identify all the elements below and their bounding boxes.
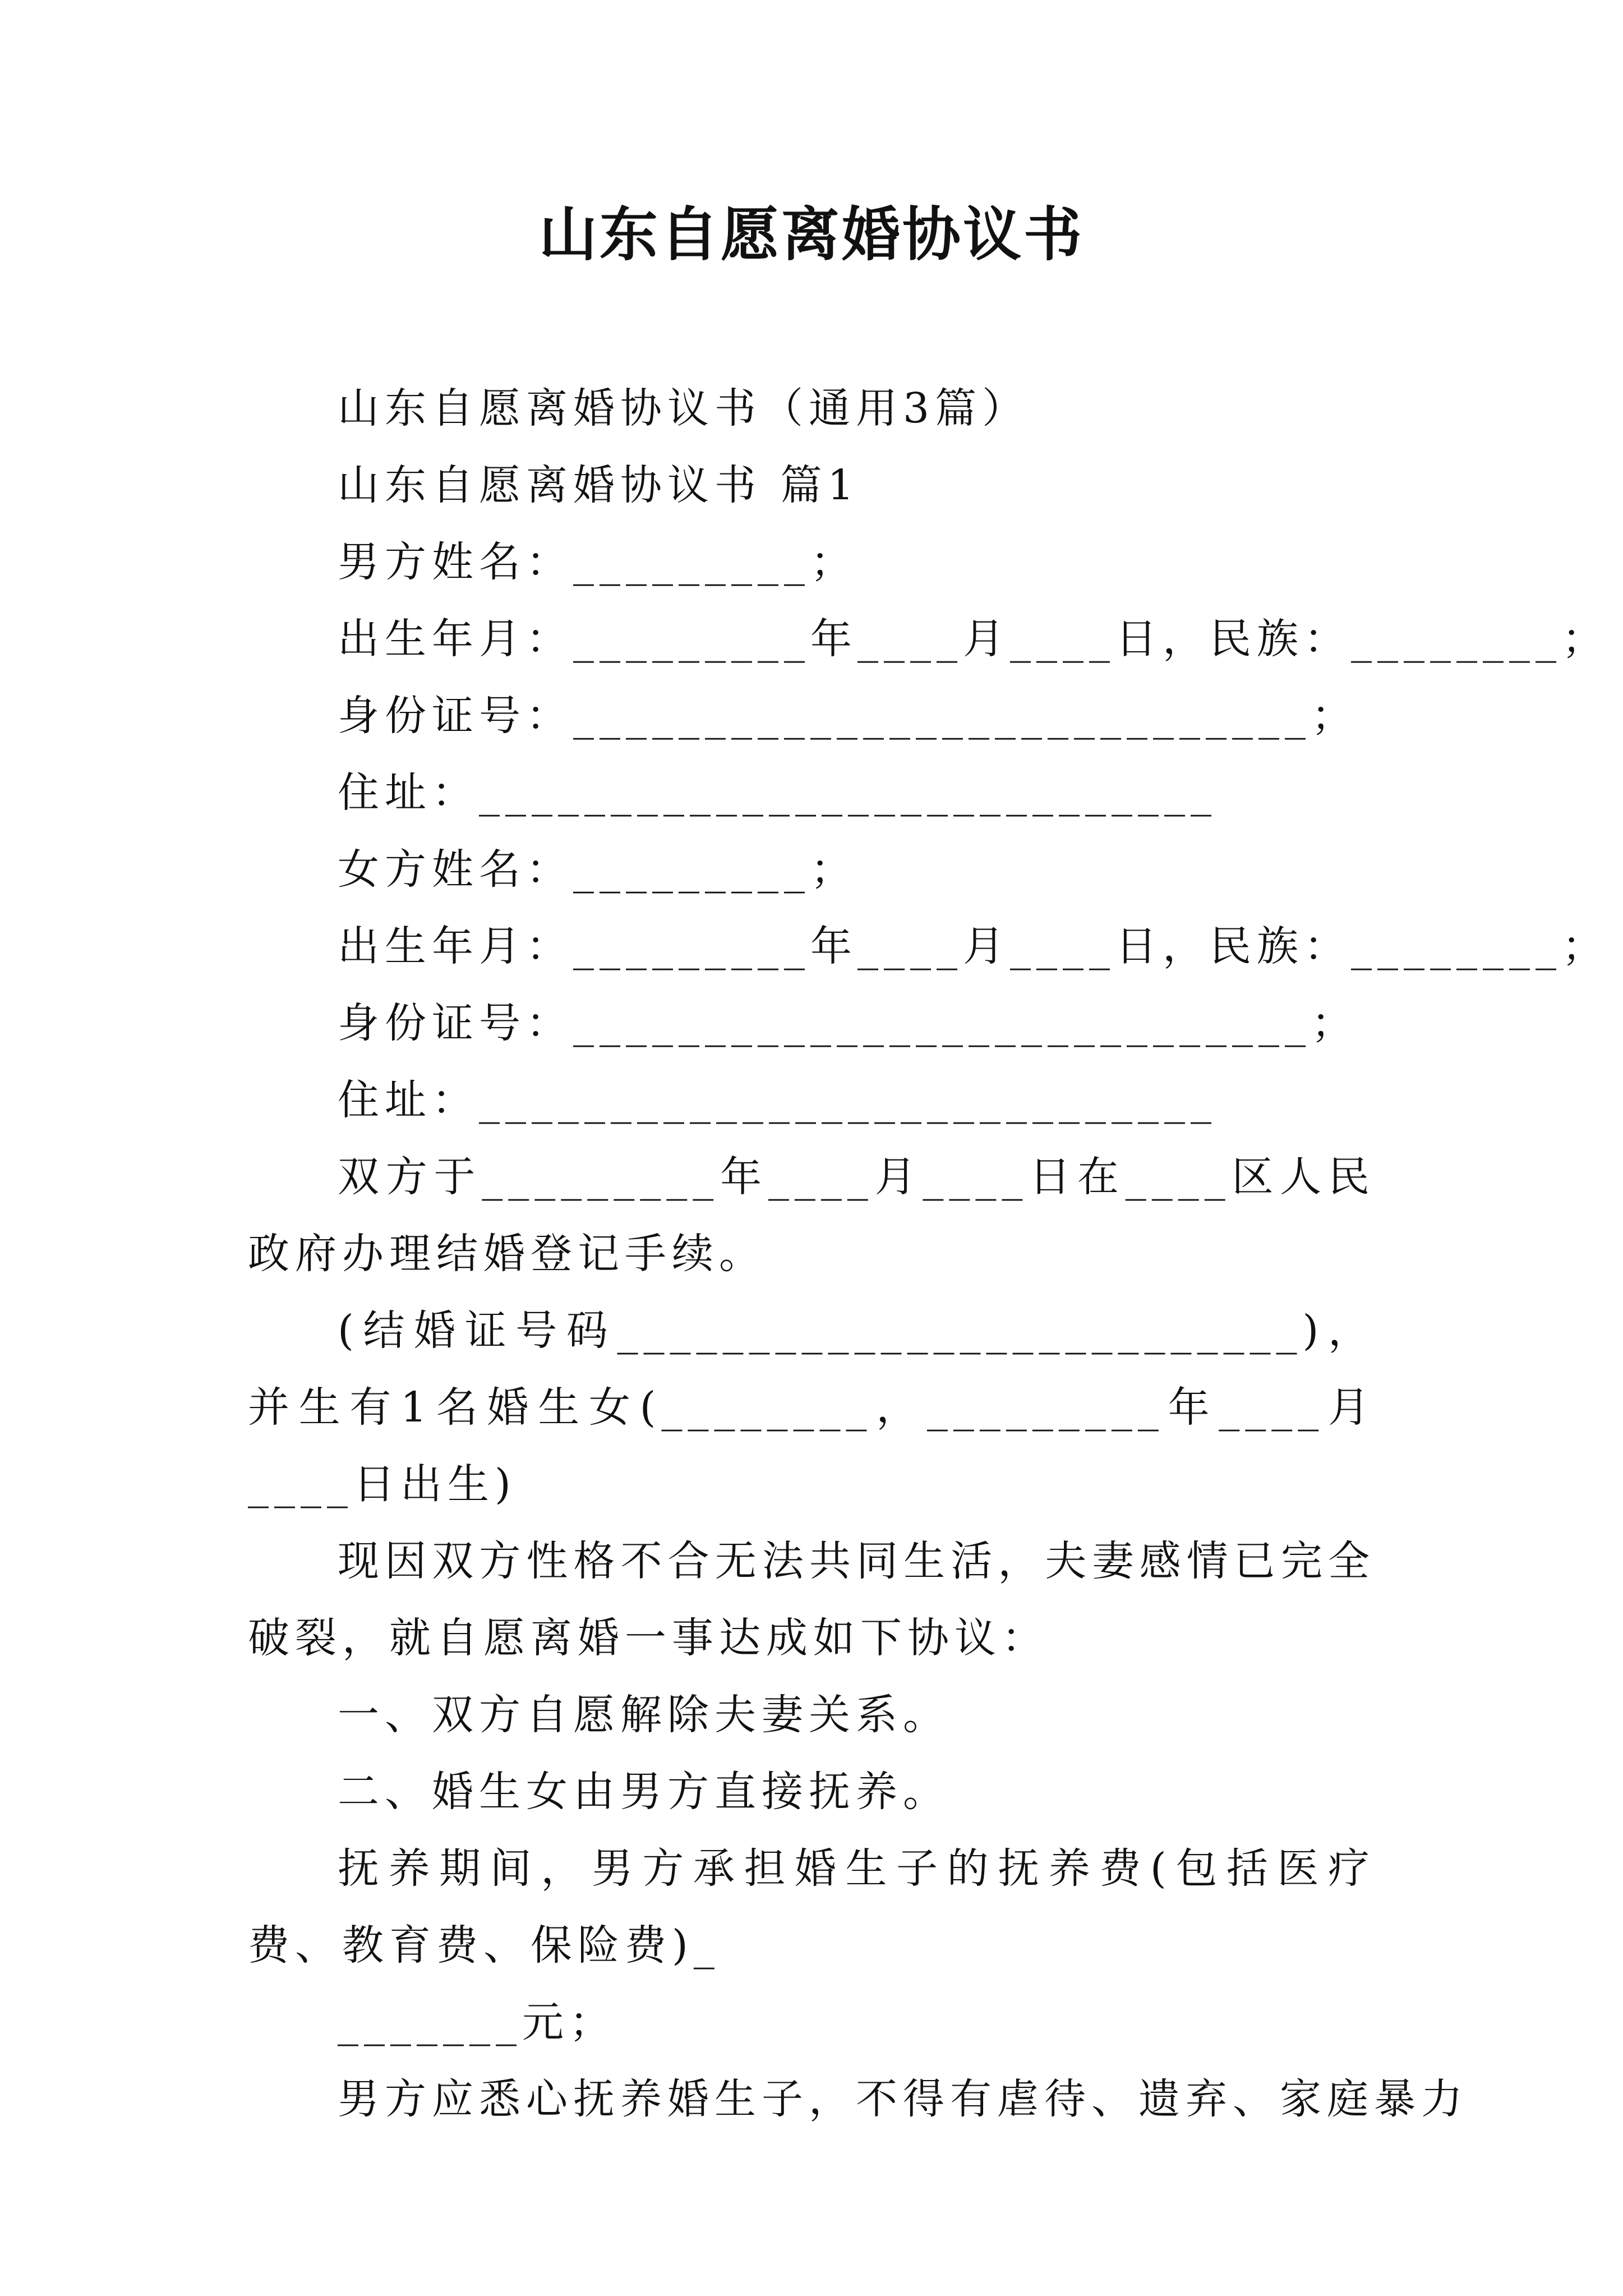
paragraph-marriage-registration: 双方于_________年____月____日在____区人民政府办理结婚登记手续。	[248, 1153, 1375, 1278]
paragraph-support-fee: 抚养期间，男方承担婚生子的抚养费(包括医疗费、教育费、保险费)_	[248, 1844, 1375, 1970]
document-body	[248, 370, 1609, 2138]
paragraph-section-heading: 山东自愿离婚协议书 篇1	[338, 461, 860, 509]
field-male-address: 住址：____________________________	[338, 769, 1217, 817]
paragraph-support-amount: _______元；	[338, 1998, 616, 2046]
field-male-name: 男方姓名：_________；	[338, 538, 857, 586]
paragraph-reason: 现因双方性格不合无法共同生活，夫妻感情已完全破裂，就自愿离婚一事达成如下协议：	[248, 1537, 1375, 1662]
field-male-id: 身份证号：____________________________；	[338, 692, 1358, 740]
field-female-address: 住址：____________________________	[338, 1076, 1217, 1124]
field-female-name: 女方姓名：_________；	[338, 845, 857, 894]
field-female-birth: 出生年月：_________年____月____日，民族：________；	[338, 922, 1609, 970]
field-female-id: 身份证号：____________________________；	[338, 999, 1358, 1047]
clause-two: 二、婚生女由男方直接抚养。	[338, 1768, 950, 1816]
document-title: 山东自愿离婚协议书	[538, 200, 1084, 269]
paragraph-care-duty: 男方应悉心抚养婚生子，不得有虐待、遗弃、家庭暴力	[338, 2075, 1468, 2123]
paragraph-marriage-certificate: (结婚证号码__________________________)，并生有1名婚生女(________，_________年____月____日出生)	[248, 1306, 1375, 1508]
clause-one: 一、双方自愿解除夫妻关系。	[338, 1691, 950, 1739]
paragraph-subtitle: 山东自愿离婚协议书（通用3篇）	[338, 384, 1030, 432]
field-male-birth: 出生年月：_________年____月____日，民族：________；	[338, 615, 1609, 663]
